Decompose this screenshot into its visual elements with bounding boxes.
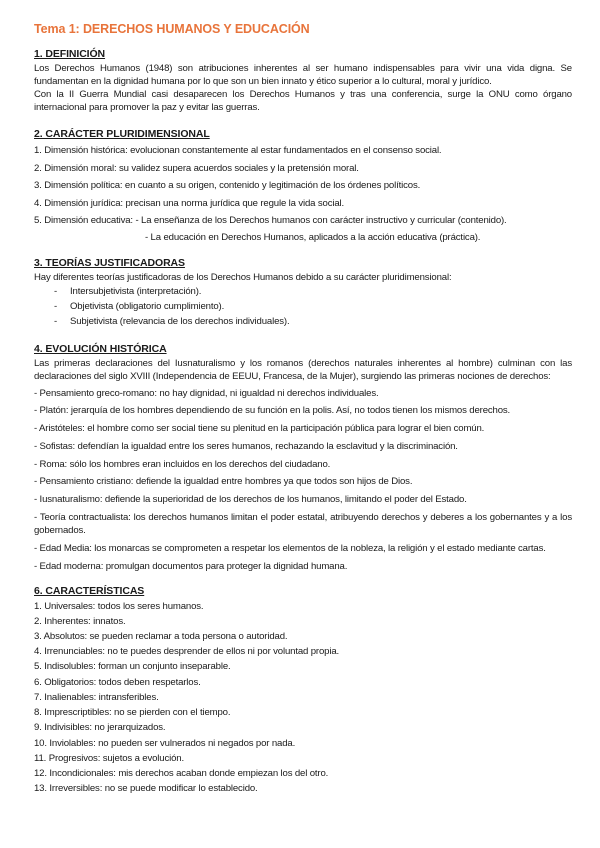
caracteristica-item: 10. Inviolables: no pueden ser vulnerados ni negados por nada. — [34, 737, 296, 749]
caracteristica-item: 5. Indisolubles: forman un conjunto inseparable. — [34, 661, 231, 673]
dimension-item: 1. Dimensión histórica: evolucionan constantemente al estar fundamentados en el consenso social. — [34, 145, 442, 156]
teoria-item: - Intersubjetivista (interpretación). — [54, 285, 202, 297]
caracteristica-item: 13. Irreversibles: no se puede modificar lo establecido. — [34, 783, 258, 795]
evolucion-item: - Roma: sólo los hombres eran incluidos en los derechos del ciudadano. — [34, 458, 331, 470]
section-heading-caracter: 2. CARÁCTER PLURIDIMENSIONAL — [34, 128, 210, 140]
evolucion-item: - Platón: jerarquía de los hombres dependiendo de su función en la polis. Así, no todos tienen los mismos derechos. — [34, 405, 511, 417]
caracteristica-item: 7. Inalienables: intransferibles. — [34, 691, 159, 703]
dimension-item-continuation: - La educación en Derechos Humanos, aplicados a la acción educativa (práctica). — [145, 231, 481, 243]
caracteristica-item: 8. Imprescriptibles: no se pierden con el tiempo. — [34, 707, 231, 719]
caracteristica-item: 4. Irrenunciables: no te puedes desprender de ellos ni por voluntad propia. — [34, 646, 340, 658]
evolucion-item: - Sofistas: defendían la igualdad entre los seres humanos, rechazando la esclavitud y la discriminación. — [34, 440, 458, 452]
dimension-item: 5. Dimensión educativa: - La enseñanza de los Derechos humanos con carácter instructivo y curricular (contenido). — [34, 215, 507, 226]
definicion-paragraph-1: Los Derechos Humanos (1948) son atribuciones inherentes al ser humano indispensables para vivir una vida digna. Se fundamentan en la dignidad humana por lo que son un bien innato y ético superior a lo cultural, moral y jurídico. — [34, 63, 572, 87]
caracteristica-item: 11. Progresivos: sujetos a evolución. — [34, 752, 184, 764]
section-heading-evolucion: 4. EVOLUCIÓN HISTÓRICA — [34, 342, 167, 355]
evolucion-item: - Iusnaturalismo: defiende la superioridad de los derechos de los humanos, limitando el poder del Estado. — [34, 494, 467, 506]
section-evolucion — [34, 343, 572, 573]
section-heading-teorias: 3. TEORÍAS JUSTIFICADORAS — [34, 256, 185, 269]
caracteristica-item: 2. Inherentes: innatos. — [34, 615, 126, 627]
teoria-item: - Subjetivista (relevancia de los derechos individuales). — [54, 315, 290, 327]
section-teorias — [34, 257, 572, 329]
dimension-item: 2. Dimensión moral: su validez supera acuerdos sociales y la pretensión moral. — [34, 162, 359, 174]
caracteristica-item: 12. Incondicionales: mis derechos acaban donde empiezan los del otro. — [34, 767, 329, 779]
section-definicion — [34, 48, 572, 114]
evolucion-item: - Edad Media: los monarcas se comprometen a respetar los elementos de la nobleza, la religión y el estado mediante cartas. — [34, 542, 546, 554]
evolucion-item: - Pensamiento greco-romano: no hay dignidad, ni igualdad ni derechos individuales. — [34, 387, 379, 399]
caracteristica-item: 1. Universales: todos los seres humanos. — [34, 600, 204, 612]
dimension-item: 3. Dimensión política: en cuanto a su origen, contenido y legitimación de los órdenes políticos. — [34, 180, 421, 191]
section-heading-caracteristicas: 6. CARACTERÍSTICAS — [34, 584, 145, 597]
evolucion-item: - Aristóteles: el hombre como ser social tiene su plenitud en la participación pública para lograr el bien común. — [34, 423, 485, 435]
teoria-item: - Objetivista (obligatorio cumplimiento). — [54, 300, 225, 312]
section-heading-definicion: 1. DEFINICIÓN — [34, 48, 106, 60]
evolucion-intro: Las primeras declaraciones del Iusnaturalismo y los romanos (derechos naturales inherentes al hombre) culminan con las declaraciones del siglo XVIII (Independencia de EEUU, Francesa, de la Mujer), surgiendo las primeras nociones de derechos: — [34, 357, 572, 382]
evolucion-item: - Teoría contractualista: los derechos humanos limitan el poder estatal, atribuyendo derechos y deberes a los gobernantes y a los gobernados. — [34, 512, 572, 537]
evolucion-item: - Pensamiento cristiano: defiende la igualdad entre hombres ya que todos son hijos de Dios. — [34, 476, 413, 488]
caracteristica-item: 6. Obligatorios: todos deben respetarlos. — [34, 676, 201, 688]
section-caracter-pluridimensional — [34, 128, 572, 245]
section-caracteristicas — [34, 585, 572, 797]
document-title: Tema 1: DERECHOS HUMANOS Y EDUCACIÓN — [34, 22, 310, 36]
evolucion-item: - Edad moderna: promulgan documentos para proteger la dignidad humana. — [34, 560, 348, 572]
teorias-intro: Hay diferentes teorías justificadoras de los Derechos Humanos debido a su carácter pluridimensional: — [34, 271, 452, 283]
caracteristica-item: 9. Indivisibles: no jerarquizados. — [34, 722, 166, 734]
definicion-paragraph-2: Con la II Guerra Mundial casi desaparecen los Derechos Humanos y tras una conferencia, surge la ONU como órgano internacional para promover la paz y evitar las guerras. — [34, 89, 572, 113]
caracteristica-item: 3. Absolutos: se pueden reclamar a toda persona o autoridad. — [34, 631, 288, 643]
dimension-item: 4. Dimensión jurídica: precisan una norma jurídica que regule la vida social. — [34, 197, 345, 209]
